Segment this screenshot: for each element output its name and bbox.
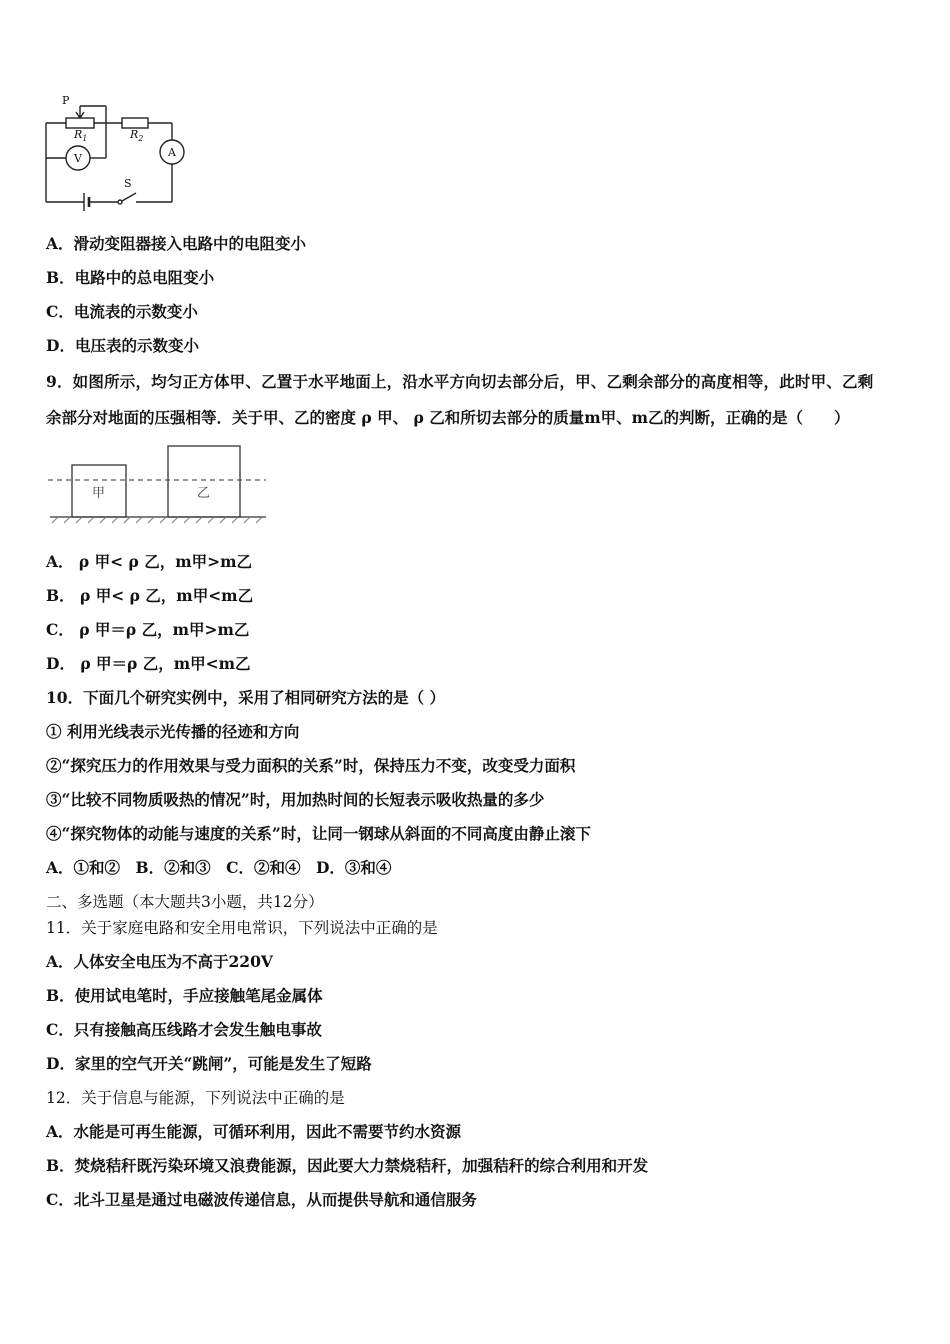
q9-option-a: A． ρ 甲< ρ 乙，m甲>m乙 <box>46 552 253 571</box>
q10-options: A．①和② B．②和③ C．②和④ D．③和④ <box>46 858 392 877</box>
q11-option-a: A．人体安全电压为不高于220V <box>46 952 273 971</box>
q10-stem: 10．下面几个研究实例中，采用了相同研究方法的是（ ） <box>46 688 445 707</box>
label-yi: 乙 <box>197 486 211 501</box>
q11-option-d: D．家里的空气开关“跳闸”，可能是发生了短路 <box>46 1054 372 1073</box>
q12-option-a: A．水能是可再生能源，可循环利用，因此不需要节约水资源 <box>46 1122 462 1141</box>
q9-option-d: D． ρ 甲＝ρ 乙，m甲<m乙 <box>46 654 251 673</box>
q12-stem: 12．关于信息与能源，下列说法中正确的是 <box>46 1089 345 1107</box>
q11-option-b: B．使用试电笔时，手应接触笔尾金属体 <box>46 986 323 1005</box>
section-heading: 二、多选题（本大题共3小题，共12分） <box>46 893 324 911</box>
label-voltmeter: V <box>74 152 82 165</box>
q9-option-b: B． ρ 甲< ρ 乙，m甲<m乙 <box>46 586 254 605</box>
q8-option-a: A．滑动变阻器接入电路中的电阻变小 <box>46 234 307 253</box>
q11-stem: 11．关于家庭电路和安全用电常识，下列说法中正确的是 <box>46 919 438 937</box>
q9-option-c: C． ρ 甲＝ρ 乙，m甲>m乙 <box>46 620 250 639</box>
q11-option-c: C．只有接触高压线路才会发生触电事故 <box>46 1020 322 1039</box>
q10-item-4: ④“探究物体的动能与速度的关系”时，让同一钢球从斜面的不同高度由静止滚下 <box>46 824 591 843</box>
label-switch: S <box>124 177 132 190</box>
q12-option-b: B．焚烧秸秆既污染环境又浪费能源，因此要大力禁烧秸秆，加强秸秆的综合利用和开发 <box>46 1156 649 1175</box>
label-r1: $R_1$ <box>74 128 88 143</box>
blocks-figure <box>44 445 270 525</box>
q10-item-1: ① 利用光线表示光传播的径迹和方向 <box>46 722 300 741</box>
q8-option-c: C．电流表的示数变小 <box>46 302 198 321</box>
label-jia: 甲 <box>92 486 106 501</box>
label-r2: $R_2$ <box>130 128 144 143</box>
q9-stem-line2: 余部分对地面的压强相等．关于甲、乙的密度 ρ 甲、 ρ 乙和所切去部分的质量m甲、m乙的判断，正确的是（ ） <box>46 408 850 427</box>
circuit-diagram <box>40 92 190 217</box>
q8-option-b: B．电路中的总电阻变小 <box>46 268 215 287</box>
q8-option-d: D．电压表的示数变小 <box>46 336 199 355</box>
q10-item-3: ③“比较不同物质吸热的情况”时，用加热时间的长短表示吸收热量的多少 <box>46 790 545 809</box>
label-p: P <box>62 94 70 107</box>
q10-item-2: ②“探究压力的作用效果与受力面积的关系”时，保持压力不变，改变受力面积 <box>46 756 576 775</box>
q12-option-c: C．北斗卫星是通过电磁波传递信息，从而提供导航和通信服务 <box>46 1190 477 1209</box>
label-ammeter: A <box>168 146 176 159</box>
q9-stem-line1: 9．如图所示，均匀正方体甲、乙置于水平地面上，沿水平方向切去部分后，甲、乙剩余部分的高度相等，此时甲、乙剩 <box>46 372 874 391</box>
